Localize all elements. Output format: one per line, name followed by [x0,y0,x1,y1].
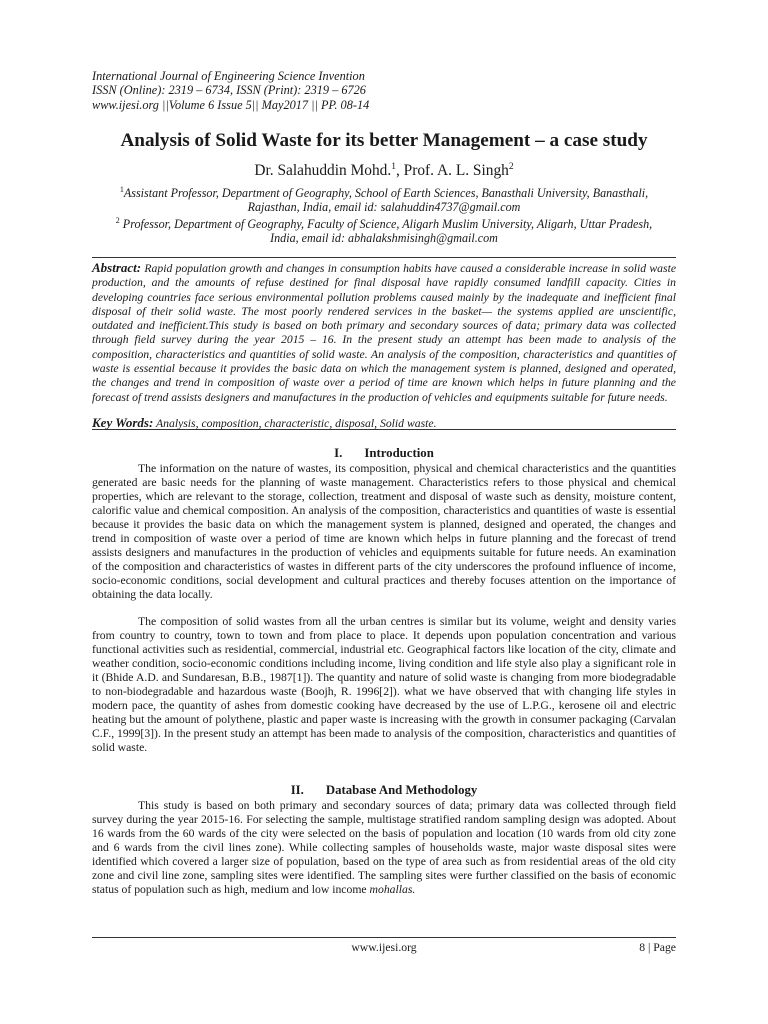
section-heading-introduction [92,446,676,461]
abstract-text: Rapid population growth and changes in consumption habits have caused a considerable increase in solid waste production, and the amounts of refuse destined for final disposal have rapidly consumed landfill capacity. Cities in developing countries face serious environmental pollution problems caused mainly by the inadequate and inefficient final disposal of their solid waste. The most poorly rendered services in the basket— the systems applied are unscientific, outdated and inefficient.This study is based on both primary and secondary sources of data; primary data was collected through field survey during the year 2015 – 16. In the present study an attempt has been made to analysis of the composition, characteristics and quantities of solid waste. An analysis of the composition, characteristics and quantities of waste is essential because it provides the basic data on which the management system is planned, designed and operated, the changes and trend in composition of waste over a period of time are known which helps in future planning and the forecast of trend assists designers and manufactures in the production of vehicles and equipments suitable for future needs. [92,262,677,404]
author-line [92,162,676,180]
author-2-affil-mark: 2 [508,162,514,172]
intro-paragraph-1: The information on the nature of wastes, its composition, physical and chemical characteristics and the quantities generated are basic needs for the planning of waste management. Characteristics refers to those physical and chemical properties, which are relevant to the storage, collection, treatment and disposal of waste such as density, moisture content, calorific value and chemical composition. An analysis of the composition, characteristics and quantities of waste is essential because it provides the basic data on which the management system is planned, designed and operated, the changes and trend in composition of waste over a period of time are known which helps in future planning and the forecast of trend assists designers and manufactures in the production of vehicles and equipments suitable for future needs. An examination of the composition and characteristics of wastes in different parts of the city underscores the profound influence of income, socio-economic conditions, social development and cultural practices and thereby focuses attention on the importance of obtaining the data locally. [92,462,676,601]
footer-url: www.ijesi.org [351,941,417,954]
paper-title: Analysis of Solid Waste for its better Management – a case study [120,130,648,151]
footer-divider [92,937,676,938]
affiliation-1-mark: 1 [119,185,124,194]
abstract-label: Abstract: [92,260,142,275]
keywords-label: Key Words: [92,415,154,430]
methodology-paragraph-1: This study is based on both primary and secondary sources of data; primary data was collected through field survey during the year 2015-16. For selecting the sample, multistage stratified random sampling design was adopted. About 16 wards from the 60 wards of the city were selected on the basis of population and location (10 wards from old city zone and 6 wards from the civil lines zone). While collecting samples of households waste, major waste disposal sites were identified which covered a larger size of population, based on the type of area such as from residential areas of the old city zone and civil line zone, sampling sites were identified. The sampling sites were further classified on the basis of economic status of population such as high, medium and low income mohallas. [92,799,676,896]
author-1-affil-mark: 1 [391,162,396,172]
affiliation-2-mark: 2 [115,216,120,225]
italic-term: mohallas. [369,882,416,896]
affiliation-1 [92,183,676,214]
journal-issn: ISSN (Online): 2319 – 6734, ISSN (Print): 2319 – 6726 [92,83,366,98]
author-separator: , [395,162,404,180]
affiliation-2-line-1: $^2$ Professor, Department of Geography, Faculty of Science, Aligarh Muslim University, Aligarh, Uttar Pradesh, [115,216,653,232]
section-title: Database And Methodology [325,783,478,797]
section-number: II. [290,783,304,797]
intro-paragraph-2: The composition of solid wastes from all the urban centres is similar but its volume, weight and density varies from country to country, town to town and from place to place. It depends upon population concentration and various functional activities such as residential, commercial, industrial etc. Geographical factors like location of the city, climate and weather condition, socio-economic conditions including income, living condition and life style also play a significant role in it (Bhide A.D. and Sundaresan, B.B., 1987[1]). The quantity and nature of solid waste is changing from more biodegradable to non-biodegradable and hazardous waste (Boojh, R. 1996[2]). what we have observed that with changing life styles in modern pace, the quantity of ashes from domestic cooking have decreased by the use of L.P.G., kerosene oil and electric heating but the amount of polythene, plastic and paper waste is increasing with the growth in consumer packaging (Carvalan C.F., 1999[3]). In the present study an attempt has been made to analysis of the composition, characteristics and quantities of solid waste. [92,615,676,754]
journal-volume: www.ijesi.org ||Volume 6 Issue 5|| May2017 || PP. 08-14 [92,97,370,112]
footer-page-number: 8 | Page [639,941,676,954]
affiliation-2-line-2: India, email id: abhalakshmisingh@gmail.com [270,231,498,246]
affiliation-1-line-2: Rajasthan, India, email id: salahuddin4737@gmail.com [247,200,521,215]
affiliation-1-line-1: $^1$Assistant Professor, Department of Geography, School of Earth Sciences, Banasthali University, Banasthali, [119,185,649,201]
section-title: Introduction [364,446,434,460]
section-heading-methodology [92,783,676,798]
author-1: Dr. Salahuddin Mohd. [254,162,392,180]
journal-name: International Journal of Engineering Science Invention [92,69,365,83]
abstract [92,261,676,405]
author-2: Prof. A. L. Singh [403,162,509,180]
affiliation-2 [92,214,676,245]
journal-header [92,69,676,112]
keywords-text: Analysis, composition, characteristic, disposal, Solid waste. [156,417,437,430]
keywords [92,416,676,431]
section-number: I. [334,446,343,460]
